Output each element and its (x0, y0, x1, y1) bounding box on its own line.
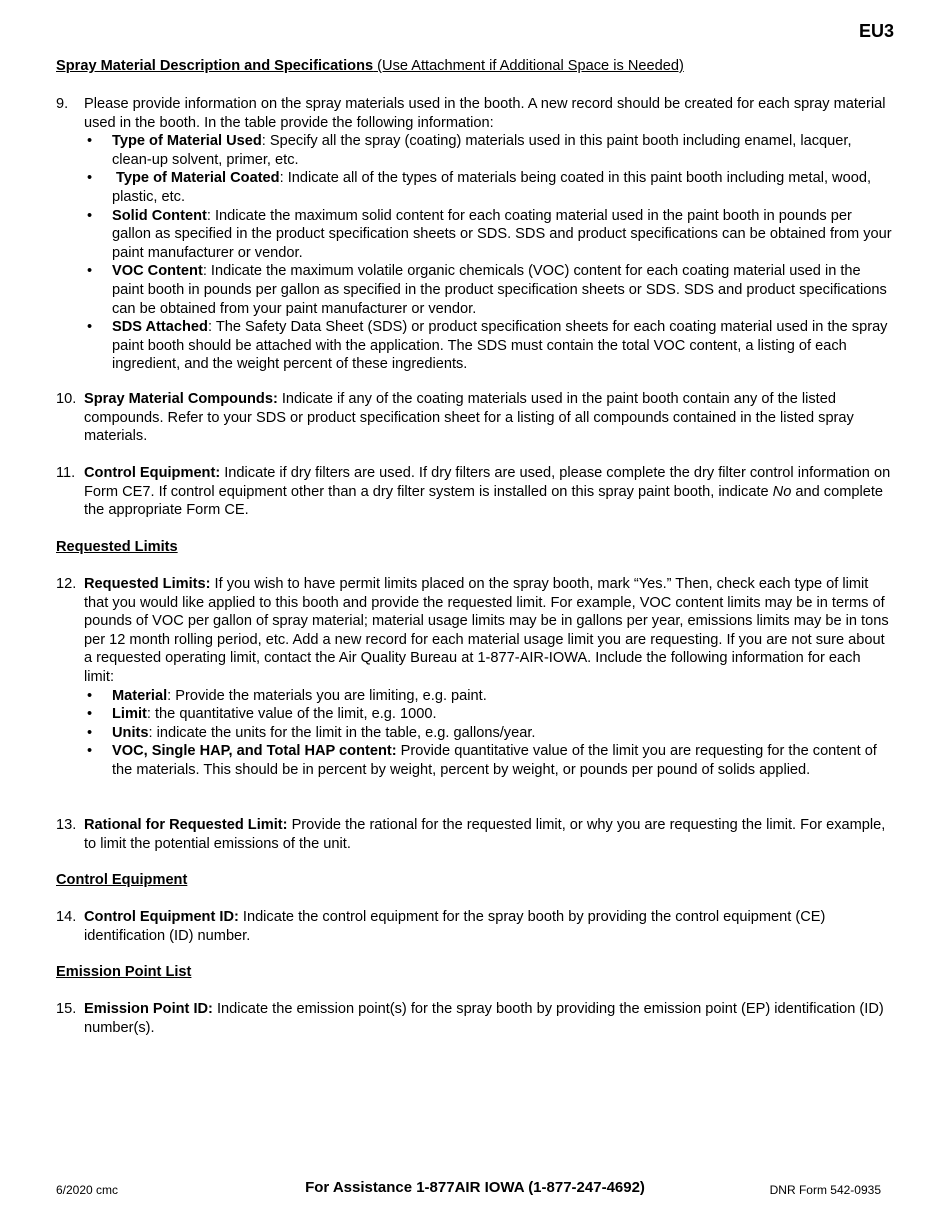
item-number: 12. (56, 576, 77, 592)
item-text: Please provide information on the spray materials used in the booth. A new record should be created for each spray material used in the booth. In the table provide the following information: (84, 96, 886, 131)
bullet-label: Material (112, 687, 168, 704)
footer-assistance-phone: For Assistance 1-877AIR IOWA (1-877-247-4692) (305, 1179, 645, 1196)
bullet-label: VOC Content (112, 263, 203, 280)
item-body: Provide the rational for the requested limit, or why you are requesting the limit. For example, to limit the potential emissions of the unit. (84, 817, 886, 852)
item-number: 14. (56, 909, 77, 925)
item-emphasis: No (772, 483, 792, 500)
item-label: Control Equipment ID: (84, 909, 239, 925)
bullet-text: Provide quantitative value of the limit you are requesting for the content of the materials. This should be in percent by weight, percent by weight, or pounds per pound of solids applied. (112, 743, 877, 778)
bullet-text: : Indicate the maximum volatile organic chemicals (VOC) content for each coating material used in the paint booth in pounds per gallon as specified in the product specification sheets or SDS. SDS and product specifications can be obtained from your paint manufacturer or vendor. (112, 263, 887, 317)
item-text (84, 908, 894, 945)
item-text (84, 390, 894, 446)
item-label: Rational for Requested Limit: (84, 817, 288, 833)
item-body: Indicate the emission point(s) for the spray booth by providing the emission point (EP) identification (ID) number(s). (84, 1001, 884, 1036)
bullet-label: Type of Material Coated (112, 170, 280, 187)
bullet-label: Type of Material Used (112, 133, 262, 150)
bullet-list (84, 687, 894, 780)
bullet-label: Units (112, 724, 149, 741)
bullet-text: : Provide the materials you are limiting, e.g. paint. (167, 687, 487, 704)
item-label: Requested Limits: (84, 576, 211, 592)
section-heading-emission-point-list: Emission Point List (56, 964, 192, 980)
bullet-item (84, 742, 894, 779)
instruction-item-14 (56, 908, 894, 945)
item-number: 10. (56, 391, 77, 407)
instruction-item-15 (56, 1000, 894, 1037)
item-number: 11. (56, 465, 76, 481)
bullet-text: : the quantitative value of the limit, e.g. 1000. (146, 706, 437, 723)
bullet-item (84, 687, 894, 706)
bullet-label: VOC, Single HAP, and Total HAP content: (112, 743, 397, 760)
item-text (84, 464, 894, 520)
bullet-item (84, 705, 894, 724)
bullet-label: SDS Attached (112, 319, 208, 336)
footer-revision-date: 6/2020 cmc (56, 1183, 119, 1197)
footer-form-number: DNR Form 542-0935 (769, 1183, 881, 1197)
instruction-item-12 (56, 575, 894, 780)
item-body: Indicate the control equipment for the spray booth by providing the control equipment (CE) identification (ID) number. (84, 909, 826, 944)
instruction-item-10 (56, 390, 894, 446)
item-number: 9. (56, 96, 69, 112)
instruction-item-13 (56, 816, 894, 853)
instruction-item-11 (56, 464, 894, 520)
section-heading-requested-limits: Requested Limits (56, 539, 178, 555)
bullet-item (84, 207, 894, 263)
bullet-text: : indicate the units for the limit in the table, e.g. gallons/year. (148, 724, 536, 741)
item-body: If you wish to have permit limits placed on the spray booth, mark “Yes.” Then, check each type of limit that you would like applied to this booth and provide the requested limit. For example, VOC content limits may be in terms of pounds of VOC per gallon of spray material; material usage limits may be in gallons per year, emissions limits may be in tons per 12 month rolling period, etc. Add a new record for each material usage limit you are requesting. If you are not sure about a requested operating limit, contact the Air Quality Bureau at 1-877-AIR-IOWA. Include the following information for each limit: (84, 576, 889, 685)
instruction-item-9 (56, 95, 894, 374)
item-label: Emission Point ID: (84, 1001, 213, 1017)
item-label: Spray Material Compounds: (84, 391, 278, 407)
section-heading-spray-material (56, 57, 684, 76)
item-number: 15. (56, 1001, 77, 1017)
section-heading-text: Spray Material Description and Specifications (56, 58, 374, 74)
bullet-label: Solid Content (112, 207, 207, 224)
section-heading-note: (Use Attachment if Additional Space is Needed) (373, 58, 684, 74)
bullet-item (84, 262, 894, 318)
bullet-list (84, 132, 894, 374)
bullet-item (84, 724, 894, 743)
item-body: Indicate if any of the coating materials used in the paint booth contain any of the listed compounds. Refer to your SDS or product specification sheet for a listing of all compounds contained in the listed spray materials. (84, 391, 854, 445)
item-text (84, 575, 894, 687)
item-body-end: and complete the appropriate Form CE. (84, 483, 884, 519)
item-text (84, 816, 894, 853)
bullet-label: Limit (112, 706, 147, 723)
page-footer (0, 1179, 950, 1199)
bullet-text: : The Safety Data Sheet (SDS) or product specification sheets for each coating material used in the spray paint booth should be attached with the application. The SDS must contain the total VOC content, a listing of each ingredient, and the weight percent of these ingredients. (112, 319, 888, 373)
bullet-item (84, 132, 894, 169)
bullet-item (84, 169, 894, 206)
item-label: Control Equipment: (84, 465, 221, 481)
bullet-item (84, 318, 894, 374)
bullet-text: : Indicate all of the types of materials being coated in this paint booth including metal, wood, plastic, etc. (112, 170, 871, 205)
bullet-text: : Specify all the spray (coating) materials used in this paint booth including enamel, lacquer, clean-up solvent, primer, etc. (112, 133, 852, 168)
item-body: Indicate if dry filters are used. If dry filters are used, please complete the dry filter control information on Form CE7. If control equipment other than a dry filter system is installed on this spray paint booth, indicate (84, 465, 891, 500)
item-number: 13. (56, 817, 77, 833)
item-text (84, 1000, 894, 1037)
bullet-text: : Indicate the maximum solid content for each coating material used in the paint booth in pounds per gallon as specified in the product specification sheets or SDS. SDS and product specifications can be obtained from your paint manufacturer or vendor. (112, 207, 892, 261)
page-code: EU3 (858, 21, 894, 41)
section-heading-control-equipment: Control Equipment (56, 872, 188, 888)
